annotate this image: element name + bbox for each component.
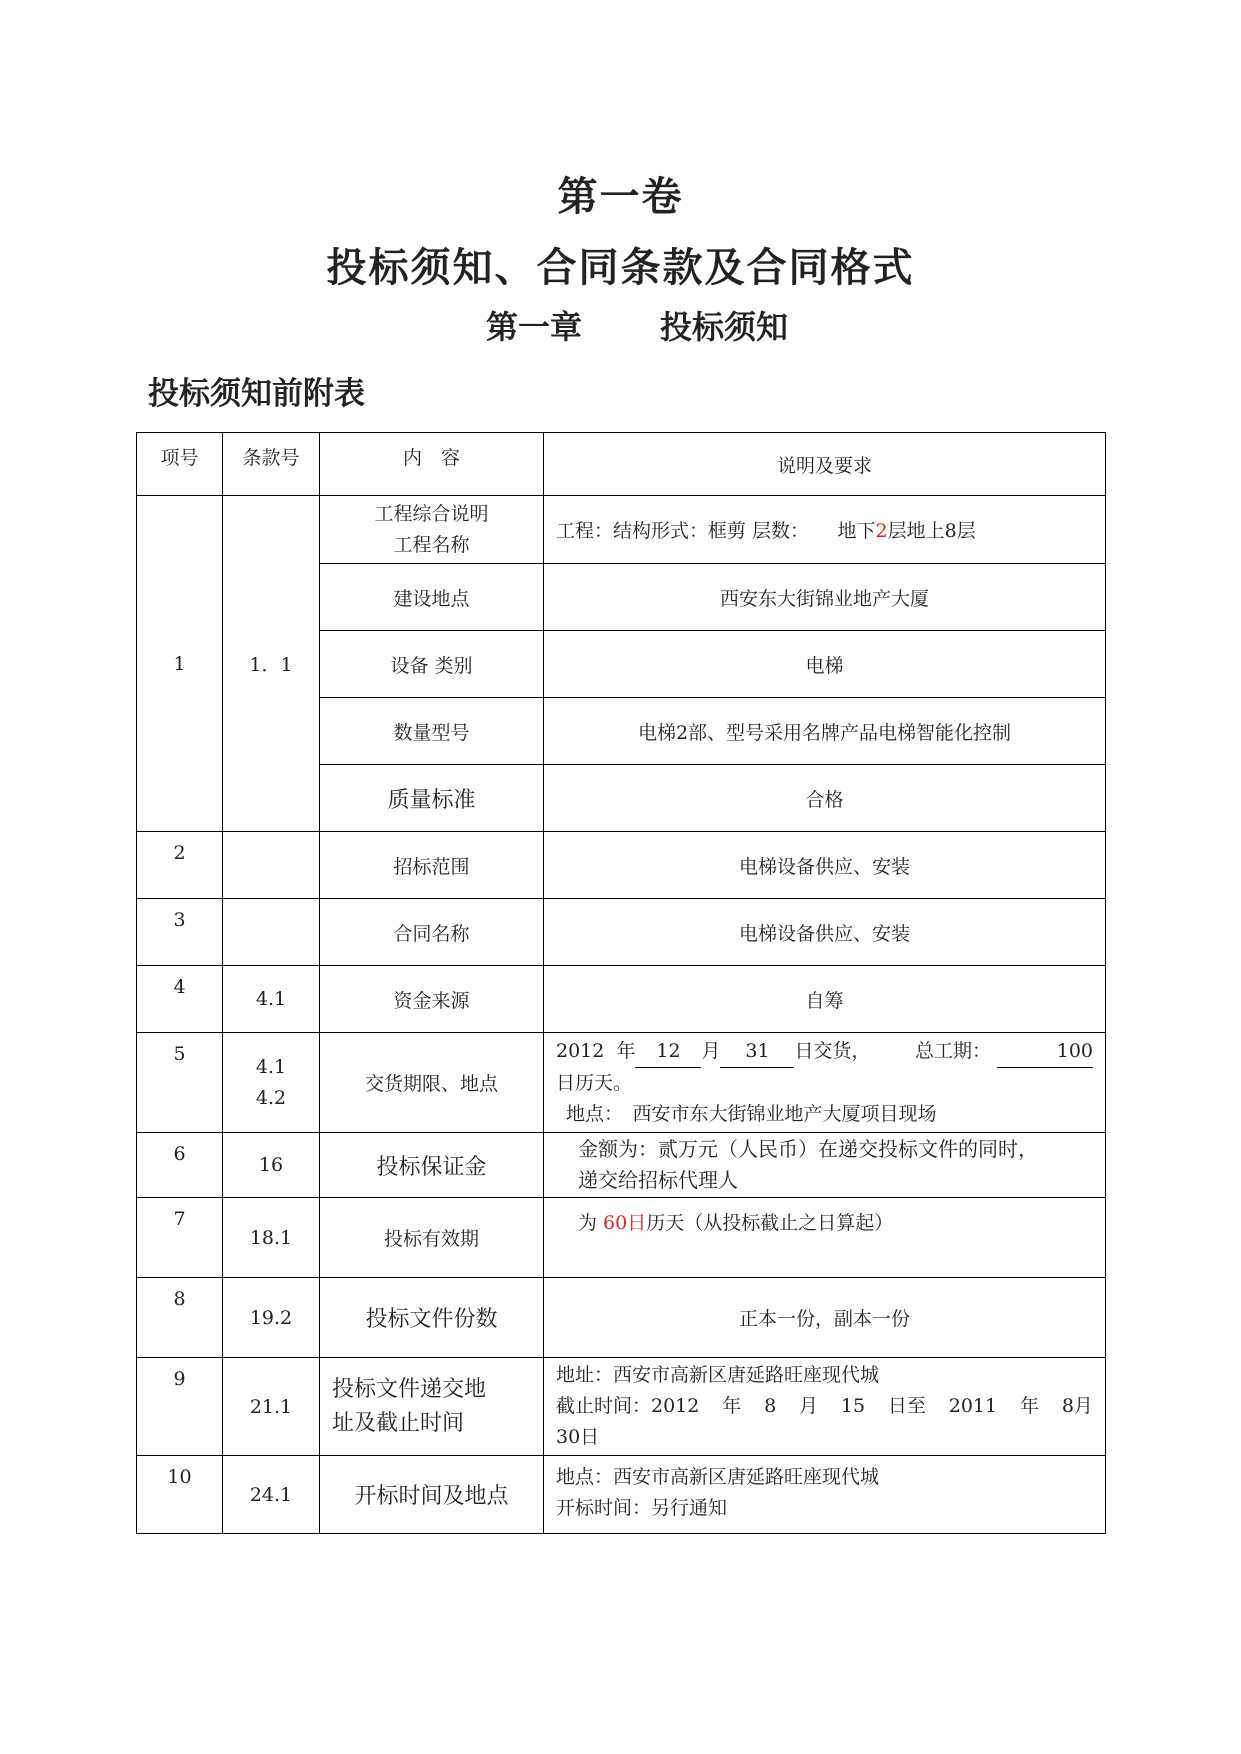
chapter-name: 投标须知 (660, 308, 789, 346)
requirement-cell: 西安东大街锦业地产大厦 (544, 564, 1106, 631)
content-cell: 数量型号 (320, 698, 544, 765)
table-row (137, 1133, 1106, 1198)
requirement-line: 金额为：贰万元（人民币）在递交投标文件的同时， (578, 1137, 1038, 1161)
requirement-text: 为 (578, 1212, 604, 1234)
deadline-line (556, 1391, 1105, 1422)
requirement-line: 地点：西安市高新区唐延路旺座现代城 (556, 1466, 880, 1488)
content-cell: 建设地点 (320, 564, 544, 631)
year-unit: 年 (616, 1039, 636, 1062)
deadline-part: 2011 (948, 1395, 998, 1417)
requirement-cell (544, 1358, 1106, 1456)
item-no-cell: 7 (137, 1198, 223, 1278)
requirement-cell: 正本一份，副本一份 (544, 1278, 1106, 1358)
deadline-part: 月 (799, 1395, 819, 1417)
period-value: 100 (997, 1036, 1093, 1068)
requirement-line: 地址：西安市高新区唐延路旺座现代城 (556, 1364, 880, 1386)
requirement-highlight: 2 (875, 520, 888, 542)
clause-no-cell: 16 (223, 1133, 320, 1198)
delivery-year: 2012 (556, 1039, 605, 1062)
requirement-cell: 电梯设备供应、安装 (544, 832, 1106, 899)
requirement-line: 开标时间：另行通知 (556, 1497, 728, 1519)
content-cell: 合同名称 (320, 899, 544, 966)
delivery-place: 地点： 西安市东大街锦业地产大厦项目现场 (566, 1102, 937, 1125)
table-row (137, 1456, 1106, 1534)
chapter-title (486, 302, 788, 348)
item-no-cell: 2 (137, 832, 223, 899)
table-row (137, 899, 1106, 966)
deadline-part: 年 (1019, 1395, 1039, 1417)
chapter-label: 第一章 (486, 308, 583, 346)
deadline-part: 日至 (887, 1395, 926, 1417)
header-clause-no: 条款号 (223, 433, 320, 496)
clause-no-cell (223, 832, 320, 899)
requirement-cell (544, 1133, 1106, 1198)
table-row (137, 1358, 1106, 1456)
table-row (137, 832, 1106, 899)
content-line: 工程名称 (393, 533, 470, 556)
clause-no-cell (223, 899, 320, 966)
clause-no-cell: 19.2 (223, 1278, 320, 1358)
requirement-cell: 自筹 (544, 966, 1106, 1033)
requirement-cell: 电梯设备供应、安装 (544, 899, 1106, 966)
table-title: 投标须知前附表 (148, 376, 365, 412)
clause-no-cell: 4.1 (223, 966, 320, 1033)
requirement-cell: 电梯 (544, 631, 1106, 698)
content-cell: 投标保证金 (320, 1133, 544, 1198)
content-cell (320, 1358, 544, 1456)
requirement-line: 30日 (556, 1426, 600, 1448)
period-suffix: 日历天。 (556, 1071, 633, 1094)
period-label: 总工期： (914, 1039, 991, 1062)
content-cell: 招标范围 (320, 832, 544, 899)
requirement-text: 历天（从投标截止之日算起） (646, 1212, 894, 1234)
item-no-cell: 10 (137, 1456, 223, 1534)
item-no-cell: 1 (137, 496, 223, 832)
table-header-row (137, 433, 1106, 496)
deadline-part: 截止时间：2012 (556, 1395, 700, 1417)
header-content: 内 容 (320, 433, 544, 496)
table-row (137, 1198, 1106, 1278)
deadline-part: 8 (764, 1395, 777, 1417)
requirement-cell (544, 1033, 1106, 1133)
delivery-date (556, 1036, 871, 1068)
content-cell: 投标有效期 (320, 1198, 544, 1278)
table-row (137, 496, 1106, 564)
content-cell (320, 496, 544, 564)
item-no-cell: 3 (137, 899, 223, 966)
item-no-cell: 4 (137, 966, 223, 1033)
delivery-day: 31 (720, 1036, 794, 1068)
month-unit: 月 (701, 1039, 721, 1062)
deadline-part: 年 (722, 1395, 742, 1417)
requirement-cell (544, 496, 1106, 564)
requirement-text: 层地上8层 (887, 520, 976, 542)
clause-no-cell: 18.1 (223, 1198, 320, 1278)
table-row (137, 1278, 1106, 1358)
delivery-line (556, 1036, 1105, 1068)
deadline-part: 15 (840, 1395, 866, 1417)
deadline-part: 8月 (1061, 1395, 1093, 1417)
content-cell: 设备 类别 (320, 631, 544, 698)
clause-line: 4.1 (255, 1055, 287, 1078)
table-row (137, 966, 1106, 1033)
item-no-cell: 9 (137, 1358, 223, 1456)
total-period (915, 1036, 1093, 1068)
requirement-highlight: 60日 (603, 1212, 647, 1234)
header-requirement: 说明及要求 (544, 433, 1106, 496)
content-cell: 交货期限、地点 (320, 1033, 544, 1133)
item-no-cell: 6 (137, 1133, 223, 1198)
requirement-line: 递交给招标代理人 (578, 1168, 738, 1192)
clause-no-cell: 24.1 (223, 1456, 320, 1534)
content-cell: 投标文件份数 (320, 1278, 544, 1358)
requirement-cell (544, 1198, 1106, 1278)
requirement-text: 工程：结构形式：框剪 层数： 地下 (556, 520, 876, 542)
content-line: 址及截止时间 (332, 1410, 465, 1436)
header-item-no: 项号 (137, 433, 223, 496)
delivery-month: 12 (635, 1036, 701, 1068)
clause-line: 4.2 (255, 1086, 287, 1109)
item-no-cell: 5 (137, 1033, 223, 1133)
day-suffix: 日交货， (794, 1039, 871, 1062)
clause-no-cell: 21.1 (223, 1358, 320, 1456)
content-cell: 资金来源 (320, 966, 544, 1033)
content-cell: 质量标准 (320, 765, 544, 832)
clause-no-cell (223, 1033, 320, 1133)
content-line: 工程综合说明 (374, 502, 489, 525)
clause-no-cell: 1．1 (223, 496, 320, 832)
bid-appendix-table (136, 432, 1106, 1534)
document-heading: 投标须知、合同条款及合同格式 (326, 245, 915, 291)
content-line: 投标文件递交地 (332, 1376, 487, 1402)
volume-title: 第一卷 (557, 174, 684, 220)
requirement-cell: 电梯2部、型号采用名牌产品电梯智能化控制 (544, 698, 1106, 765)
table-row (137, 1033, 1106, 1133)
content-cell: 开标时间及地点 (320, 1456, 544, 1534)
item-no-cell: 8 (137, 1278, 223, 1358)
requirement-cell: 合格 (544, 765, 1106, 832)
requirement-cell (544, 1456, 1106, 1534)
